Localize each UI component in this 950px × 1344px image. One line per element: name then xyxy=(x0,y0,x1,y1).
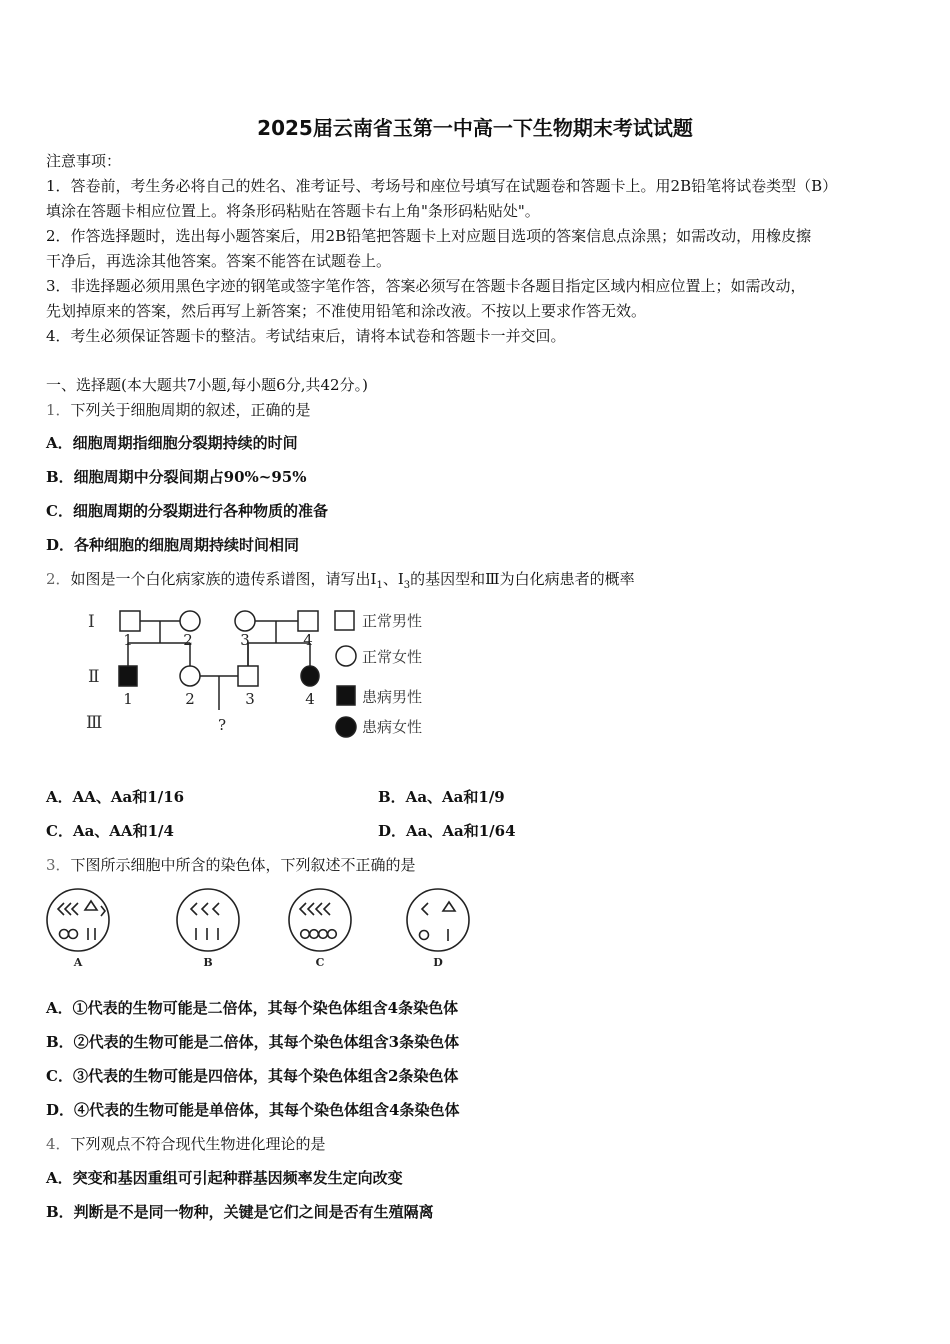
option-b: B．细胞周期中分裂间期占90%~95% xyxy=(46,468,307,486)
notice-line: 2．作答选择题时，选出每小题答案后，用2B铅笔把答题卡上对应题目选项的答案信息点涂黑；如需改动，用橡皮擦 xyxy=(46,227,812,245)
legend-label: 正常男性 xyxy=(362,612,423,630)
legend-label: 正常女性 xyxy=(362,648,423,666)
legend-male-affected-icon xyxy=(337,686,355,705)
individual-label: 4 xyxy=(305,690,315,708)
generation-label: Ⅲ xyxy=(86,713,103,733)
unknown-individual: ? xyxy=(217,716,227,734)
female-normal xyxy=(235,611,255,631)
question-4 xyxy=(46,1132,326,1157)
individual-label: 1 xyxy=(123,690,133,708)
male-normal xyxy=(298,611,318,631)
question-number: 3． xyxy=(46,856,71,874)
notice-line: 干净后，再选涂其他答案。答案不能答在试题卷上。 xyxy=(46,252,392,270)
cell-label: C xyxy=(315,956,325,969)
question-stem-end: 的基因型和Ⅲ为白化病患者的概率 xyxy=(410,570,635,588)
notice-heading: 注意事项： xyxy=(46,152,122,170)
question-3 xyxy=(46,853,416,878)
male-normal xyxy=(120,611,140,631)
option-b: B．Aa、Aa和1/9 xyxy=(378,788,505,806)
question-stem: 如图是一个白化病家族的遗传系谱图，请写出Ⅰ xyxy=(70,570,377,588)
cell-label: D xyxy=(433,956,443,969)
option-c: C．细胞周期的分裂期进行各种物质的准备 xyxy=(46,502,328,520)
cell-label: B xyxy=(203,956,213,969)
legend-male-normal-icon xyxy=(335,611,354,630)
female-normal xyxy=(180,666,200,686)
question-number: 4． xyxy=(46,1135,71,1153)
question-1 xyxy=(46,398,311,423)
option-a: A．细胞周期指细胞分裂期持续的时间 xyxy=(46,434,298,452)
male-affected xyxy=(119,666,137,686)
option-d: D．各种细胞的细胞周期持续时间相同 xyxy=(46,536,300,554)
legend-female-normal-icon xyxy=(336,646,356,666)
generation-label: Ⅰ xyxy=(88,612,95,632)
option-d: D．Aa、Aa和1/64 xyxy=(378,822,516,840)
question-stem: 下列关于细胞周期的叙述，正确的是 xyxy=(70,401,311,419)
notice-line: 3．非选择题必须用黑色字迹的钢笔或签字笔作答，答案必须写在答题卡各题目指定区域内相应位置上；如需改动， xyxy=(46,277,806,295)
question-number: 2． xyxy=(46,570,71,588)
cell-a xyxy=(47,889,109,951)
question-stem: 下图所示细胞中所含的染色体，下列叙述不正确的是 xyxy=(70,856,416,874)
legend-female-affected-icon xyxy=(336,717,356,737)
pedigree-chart xyxy=(80,600,450,750)
legend-label: 患病女性 xyxy=(362,718,423,736)
individual-label: 1 xyxy=(123,631,133,649)
individual-label: 3 xyxy=(240,631,250,649)
option-d: D．④代表的生物可能是单倍体，其每个染色体组含4条染色体 xyxy=(46,1101,460,1119)
option-c: C．Aa、AA和1/4 xyxy=(46,822,174,840)
notice-line: 4．考生必须保证答题卡的整洁。考试结束后，请将本试卷和答题卡一并交回。 xyxy=(46,327,566,345)
legend-label: 患病男性 xyxy=(362,688,423,706)
option-c: C．③代表的生物可能是四倍体，其每个染色体组含2条染色体 xyxy=(46,1067,459,1085)
male-normal xyxy=(238,666,258,686)
option-a: A．突变和基因重组可引起种群基因频率发生定向改变 xyxy=(46,1169,403,1187)
cell-b xyxy=(177,889,239,951)
option-b: B．②代表的生物可能是二倍体，其每个染色体组含3条染色体 xyxy=(46,1033,460,1051)
individual-label: 2 xyxy=(185,690,195,708)
subscript: 1 xyxy=(376,580,383,591)
section-heading: 一、选择题(本大题共7小题,每小题6分,共42分。) xyxy=(46,376,368,394)
notice-line: 先划掉原来的答案，然后再写上新答案；不准使用铅笔和涂改液。不按以上要求作答无效。 xyxy=(46,302,647,320)
cell-label: A xyxy=(73,956,83,969)
page-title: 2025届云南省玉第一中高一下生物期末考试试题 xyxy=(257,116,693,140)
female-normal xyxy=(180,611,200,631)
chromosome-cells-figure xyxy=(40,884,480,974)
individual-label: 2 xyxy=(183,631,193,649)
cell-c xyxy=(289,889,351,951)
female-affected xyxy=(301,666,319,686)
question-2 xyxy=(46,567,635,598)
individual-label: 4 xyxy=(303,631,313,649)
notice-line: 1．答卷前，考生务必将自己的姓名、准考证号、考场号和座位号填写在试题卷和答题卡上。用2B铅笔将试卷类型（B） xyxy=(46,177,838,195)
question-stem-sep: 、Ⅰ xyxy=(382,570,404,588)
option-a: A．①代表的生物可能是二倍体，其每个染色体组含4条染色体 xyxy=(46,999,459,1017)
option-a: A．AA、Aa和1/16 xyxy=(46,788,185,806)
generation-label: Ⅱ xyxy=(88,667,100,687)
question-number: 1． xyxy=(46,401,71,419)
question-stem: 下列观点不符合现代生物进化理论的是 xyxy=(70,1135,326,1153)
option-b: B．判断是不是同一物种，关键是它们之间是否有生殖隔离 xyxy=(46,1203,434,1221)
notice-line: 填涂在答题卡相应位置上。将条形码粘贴在答题卡右上角"条形码粘贴处"。 xyxy=(46,202,540,220)
individual-label: 3 xyxy=(245,690,255,708)
subscript: 3 xyxy=(403,580,411,591)
cell-d xyxy=(407,889,469,951)
